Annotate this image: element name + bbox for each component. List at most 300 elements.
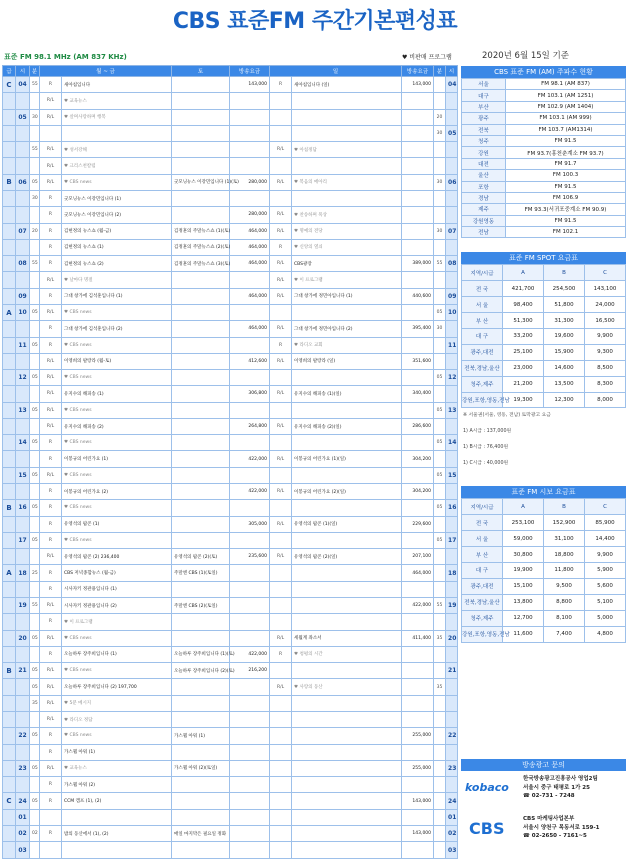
section-cell xyxy=(3,402,16,418)
station-row xyxy=(462,215,626,226)
header-minute: 분 xyxy=(30,66,40,77)
minute-cell-2 xyxy=(434,418,446,434)
weekday-program: 굿모닝뉴스 이강민입니다 (2) xyxy=(62,207,172,223)
weekday-program: ♥ CBS news xyxy=(62,728,172,744)
minute-cell-2: 30 xyxy=(434,321,446,337)
saturday-program xyxy=(172,793,230,809)
station-row xyxy=(462,170,626,181)
minute-cell xyxy=(30,581,40,597)
weekday-price: 235,600 xyxy=(230,549,270,565)
weekday-price: 216,200 xyxy=(230,663,270,679)
schedule-row xyxy=(3,288,458,304)
sunday-program: ♥ 찬송하며 묵상 xyxy=(292,207,402,223)
station-row xyxy=(462,90,626,101)
station-frequency: FM 100.3 xyxy=(506,170,626,181)
sunday-program: ♥ 복음의 메아리 xyxy=(292,174,402,190)
sunday-code xyxy=(270,777,292,793)
section-cell xyxy=(3,614,16,630)
sunday-program xyxy=(292,500,402,516)
sunday-program xyxy=(292,158,402,174)
header-sunday: 일 xyxy=(270,66,402,77)
hour-cell-2 xyxy=(446,418,458,434)
weekday-program: ♥ CBS news xyxy=(62,500,172,516)
time-signal-table xyxy=(461,498,626,642)
stations-title: CBS 표준 FM (AM) 주파수 현황 xyxy=(461,66,626,78)
sunday-program: ♥ 신앙의 열쇠 xyxy=(292,239,402,255)
sunday-price xyxy=(402,304,434,320)
sunday-code xyxy=(270,711,292,727)
schedule-row xyxy=(3,256,458,272)
time-signal-price: 5,000 xyxy=(585,610,626,626)
schedule-row xyxy=(3,663,458,679)
sunday-price xyxy=(402,581,434,597)
hour-cell-2 xyxy=(446,484,458,500)
sunday-price xyxy=(402,402,434,418)
minute-cell-2 xyxy=(434,386,446,402)
saturday-program xyxy=(172,402,230,418)
hour-cell-2 xyxy=(446,777,458,793)
contact-title: 방송광고 문의 xyxy=(461,759,626,771)
minute-cell xyxy=(30,353,40,369)
hour-cell-2: 05 xyxy=(446,125,458,141)
sunday-code xyxy=(270,744,292,760)
spot-note: ※ 서울권(서울, 영동, 전남) 토막광고 요금 xyxy=(463,413,551,419)
hour-cell-2: 16 xyxy=(446,500,458,516)
weekday-program: 오늘하루 장주희입니다 (1) xyxy=(62,646,172,662)
schedule-row xyxy=(3,321,458,337)
station-row xyxy=(462,181,626,192)
saturday-program xyxy=(172,516,230,532)
hour-cell xyxy=(16,142,30,158)
weekday-price: 422,000 xyxy=(230,646,270,662)
hour-cell xyxy=(16,190,30,206)
weekday-program: 새아침입니다 xyxy=(62,77,172,93)
sunday-program: 새아침입니다 (일) xyxy=(292,77,402,93)
weekday-price xyxy=(230,142,270,158)
sunday-program: 유영석의 팝콘 (2)(일) xyxy=(292,549,402,565)
sunday-price xyxy=(402,695,434,711)
weekday-code: R/L xyxy=(40,760,62,776)
hour-cell: 03 xyxy=(16,842,30,859)
sunday-price xyxy=(402,125,434,141)
weekday-price xyxy=(230,728,270,744)
sunday-code: R/L xyxy=(270,353,292,369)
minute-cell-2 xyxy=(434,353,446,369)
schedule-header xyxy=(3,66,458,77)
weekday-price xyxy=(230,598,270,614)
spot-region: 부 산 xyxy=(462,313,503,329)
sunday-code: R/L xyxy=(270,174,292,190)
hour-cell-2: 12 xyxy=(446,370,458,386)
sunday-code: R/L xyxy=(270,223,292,239)
saturday-program xyxy=(172,158,230,174)
saturday-program xyxy=(172,321,230,337)
station-region: 대전 xyxy=(462,158,506,169)
minute-cell: 05 xyxy=(30,174,40,190)
hour-cell: 18 xyxy=(16,565,30,581)
sunday-code xyxy=(270,370,292,386)
spot-header-cell: B xyxy=(544,265,585,281)
section-cell xyxy=(3,125,16,141)
section-cell: B xyxy=(3,500,16,516)
minute-cell-2 xyxy=(434,93,446,109)
weekday-code: R/L xyxy=(40,93,62,109)
weekday-price: 464,000 xyxy=(230,223,270,239)
section-cell xyxy=(3,288,16,304)
saturday-program xyxy=(172,484,230,500)
station-region: 전북 xyxy=(462,124,506,135)
saturday-program: 주말엔 CBS (2)(토일) xyxy=(172,598,230,614)
saturday-program xyxy=(172,77,230,93)
schedule-row xyxy=(3,500,458,516)
cbs-logo: CBS xyxy=(469,819,505,838)
weekday-program: ♥ 교육뉴스 xyxy=(62,760,172,776)
minute-cell xyxy=(30,418,40,434)
hour-cell-2 xyxy=(446,581,458,597)
minute-cell-2 xyxy=(434,744,446,760)
hour-cell-2 xyxy=(446,142,458,158)
contact-line: 서울시 양천구 목동서로 159-1 xyxy=(523,824,600,831)
section-cell xyxy=(3,695,16,711)
hour-cell-2: 06 xyxy=(446,174,458,190)
minute-cell-2 xyxy=(434,142,446,158)
schedule-row xyxy=(3,386,458,402)
hour-cell: 17 xyxy=(16,532,30,548)
weekday-price: 306,800 xyxy=(230,386,270,402)
weekday-price xyxy=(230,190,270,206)
sunday-program xyxy=(292,760,402,776)
spot-header-row xyxy=(462,265,626,281)
sunday-program xyxy=(292,711,402,727)
sunday-code xyxy=(270,581,292,597)
minute-cell-2 xyxy=(434,565,446,581)
hour-cell: 04 xyxy=(16,77,30,93)
time-signal-region: 광주,대전 xyxy=(462,578,503,594)
minute-cell: 35 xyxy=(30,695,40,711)
weekday-program: 시사자키 정관용입니다 (2) xyxy=(62,598,172,614)
section-cell xyxy=(3,467,16,483)
sunday-code: R/L xyxy=(270,679,292,695)
minute-cell: 25 xyxy=(30,565,40,581)
schedule-row xyxy=(3,842,458,859)
schedule-row xyxy=(3,728,458,744)
weekday-program: 가스웰 아워 (2) xyxy=(62,777,172,793)
weekday-price: 464,000 xyxy=(230,239,270,255)
sunday-price: 255,000 xyxy=(402,728,434,744)
weekday-code: R xyxy=(40,532,62,548)
time-signal-price: 12,700 xyxy=(503,610,544,626)
minute-cell-2 xyxy=(434,158,446,174)
minute-cell-2 xyxy=(434,825,446,841)
saturday-program: 김정훈의 주말뉴스쇼 (3)(토) xyxy=(172,256,230,272)
section-cell xyxy=(3,760,16,776)
weekday-program: ♥ CBS news xyxy=(62,663,172,679)
hour-cell: 10 xyxy=(16,304,30,320)
weekday-code: R xyxy=(40,744,62,760)
sunday-program: ♥ 명예의 전당 xyxy=(292,223,402,239)
hour-cell-2 xyxy=(446,93,458,109)
minute-cell-2 xyxy=(434,760,446,776)
sunday-code xyxy=(270,809,292,825)
hour-cell xyxy=(16,272,30,288)
hour-cell-2 xyxy=(446,451,458,467)
sunday-code xyxy=(270,793,292,809)
weekday-code: R/L xyxy=(40,418,62,434)
hour-cell-2 xyxy=(446,695,458,711)
minute-cell xyxy=(30,842,40,859)
minute-cell-2 xyxy=(434,581,446,597)
sunday-code: R/L xyxy=(270,321,292,337)
spot-price: 51,300 xyxy=(503,313,544,329)
hour-cell-2: 14 xyxy=(446,435,458,451)
minute-cell-2 xyxy=(434,516,446,532)
weekday-price xyxy=(230,825,270,841)
time-signal-price: 253,100 xyxy=(503,515,544,531)
station-frequency: FM 93.7(홍천춘계소 FM 93.7) xyxy=(506,147,626,158)
weekday-price xyxy=(230,744,270,760)
sunday-price: 464,000 xyxy=(402,565,434,581)
weekday-price: 143,000 xyxy=(230,77,270,93)
spot-price: 14,600 xyxy=(544,360,585,376)
time-signal-price: 15,100 xyxy=(503,578,544,594)
hour-cell xyxy=(16,646,30,662)
sunday-program: ♥ 사랑의 동산 xyxy=(292,679,402,695)
minute-cell-2 xyxy=(434,207,446,223)
station-region: 부산 xyxy=(462,101,506,112)
minute-cell: 05 xyxy=(30,304,40,320)
spot-price: 21,200 xyxy=(503,376,544,392)
weekday-price: 412,600 xyxy=(230,353,270,369)
sunday-program xyxy=(292,744,402,760)
hour-cell: 01 xyxy=(16,809,30,825)
spot-region: 대 구 xyxy=(462,329,503,345)
sunday-price: 286,600 xyxy=(402,418,434,434)
hour-cell xyxy=(16,679,30,695)
sunday-code xyxy=(270,109,292,125)
schedule-row xyxy=(3,77,458,93)
saturday-program xyxy=(172,744,230,760)
sunday-program xyxy=(292,190,402,206)
weekday-program: ♥ 이 프로그램 xyxy=(62,614,172,630)
hour-cell-2 xyxy=(446,239,458,255)
time-signal-region: 대 구 xyxy=(462,563,503,579)
hour-cell xyxy=(16,695,30,711)
sunday-program xyxy=(292,125,402,141)
schedule-row xyxy=(3,532,458,548)
hour-cell xyxy=(16,777,30,793)
minute-cell xyxy=(30,207,40,223)
hour-cell-2: 04 xyxy=(446,77,458,93)
spot-price: 8,500 xyxy=(585,360,626,376)
hour-cell: 23 xyxy=(16,760,30,776)
weekday-price xyxy=(230,109,270,125)
hour-cell-2 xyxy=(446,744,458,760)
time-signal-region: 강원,포항,영동,전남 xyxy=(462,626,503,642)
time-signal-price: 11,600 xyxy=(503,626,544,642)
sunday-price: 207,100 xyxy=(402,549,434,565)
spot-row xyxy=(462,329,626,345)
sunday-code: R/L xyxy=(270,256,292,272)
section-cell xyxy=(3,484,16,500)
time-signal-price: 5,600 xyxy=(585,578,626,594)
minute-cell: 05 xyxy=(30,500,40,516)
weekday-code: R xyxy=(40,614,62,630)
minute-cell: 55 xyxy=(30,598,40,614)
weekday-code: R xyxy=(40,793,62,809)
schedule-row xyxy=(3,516,458,532)
spot-header-cell: 지역/시급 xyxy=(462,265,503,281)
contact-row xyxy=(461,811,626,851)
saturday-program: 오늘하루 장주희입니다 (2)(토) xyxy=(172,663,230,679)
time-signal-title: 표준 FM 시보 요금표 xyxy=(461,486,626,498)
header-weekday: 월 ~ 금 xyxy=(40,66,172,77)
weekday-code: R xyxy=(40,190,62,206)
sunday-code: R xyxy=(270,77,292,93)
time-signal-price: 8,100 xyxy=(544,610,585,626)
spot-region: 광주,대전 xyxy=(462,344,503,360)
minute-cell xyxy=(30,125,40,141)
contact-panel xyxy=(461,759,626,851)
saturday-program xyxy=(172,93,230,109)
time-signal-region: 청주,제주 xyxy=(462,610,503,626)
minute-cell: 05 xyxy=(30,370,40,386)
sunday-code: R/L xyxy=(270,418,292,434)
hour-cell-2: 20 xyxy=(446,630,458,646)
schedule-row xyxy=(3,93,458,109)
spot-note: 1) C시급 : 40,000원 xyxy=(463,461,509,467)
time-signal-price: 13,800 xyxy=(503,594,544,610)
hour-cell-2: 23 xyxy=(446,760,458,776)
sunday-code xyxy=(270,93,292,109)
minute-cell-2 xyxy=(434,77,446,93)
weekday-code: R xyxy=(40,321,62,337)
section-cell xyxy=(3,728,16,744)
sunday-code xyxy=(270,402,292,418)
minute-cell xyxy=(30,809,40,825)
hour-cell xyxy=(16,516,30,532)
hour-cell-2 xyxy=(446,711,458,727)
station-frequency: FM 102.9 (AM 1404) xyxy=(506,101,626,112)
minute-cell: 05 xyxy=(30,679,40,695)
minute-cell-2: 30 xyxy=(434,125,446,141)
sunday-program: 그대 창가에 정민아입니다 (2) xyxy=(292,321,402,337)
weekday-price: 464,000 xyxy=(230,256,270,272)
time-signal-region: 전 국 xyxy=(462,515,503,531)
station-frequency: FM 91.5 xyxy=(506,215,626,226)
minute-cell: 55 xyxy=(30,77,40,93)
minute-cell-2 xyxy=(434,728,446,744)
weekday-code: R xyxy=(40,256,62,272)
time-signal-header-cell: A xyxy=(503,499,544,515)
minute-cell: 55 xyxy=(30,142,40,158)
hour-cell xyxy=(16,484,30,500)
weekday-program: ♥ CBS news xyxy=(62,370,172,386)
sunday-price: 440,600 xyxy=(402,288,434,304)
minute-cell-2 xyxy=(434,288,446,304)
station-region: 제주 xyxy=(462,204,506,215)
sunday-price xyxy=(402,174,434,190)
sunday-code xyxy=(270,663,292,679)
hour-cell xyxy=(16,239,30,255)
spot-price: 23,000 xyxy=(503,360,544,376)
hour-cell xyxy=(16,207,30,223)
sunday-program xyxy=(292,777,402,793)
schedule-row xyxy=(3,272,458,288)
sunday-price xyxy=(402,158,434,174)
header-minute-2: 분 xyxy=(434,66,446,77)
section-cell xyxy=(3,532,16,548)
minute-cell xyxy=(30,239,40,255)
contact-row xyxy=(461,771,626,811)
sunday-program: 유지수의 해피송 (2)(일) xyxy=(292,418,402,434)
hour-cell: 11 xyxy=(16,337,30,353)
weekday-program: ♥ 5분 메시지 xyxy=(62,695,172,711)
minute-cell-2: 30 xyxy=(434,174,446,190)
hour-cell xyxy=(16,321,30,337)
schedule-row xyxy=(3,467,458,483)
saturday-program xyxy=(172,353,230,369)
weekday-code: R/L xyxy=(40,679,62,695)
sunday-price: 229,600 xyxy=(402,516,434,532)
hour-cell: 14 xyxy=(16,435,30,451)
section-cell xyxy=(3,451,16,467)
weekday-price: 422,000 xyxy=(230,484,270,500)
section-cell xyxy=(3,353,16,369)
schedule-row xyxy=(3,711,458,727)
time-signal-row xyxy=(462,563,626,579)
weekday-price xyxy=(230,809,270,825)
contact-line: ☎ 02-2650 - 7161~5 xyxy=(523,833,587,839)
saturday-program xyxy=(172,581,230,597)
spot-row xyxy=(462,344,626,360)
minute-cell: 30 xyxy=(30,190,40,206)
contact-lines xyxy=(523,775,598,801)
saturday-program xyxy=(172,207,230,223)
weekday-code: R xyxy=(40,581,62,597)
header-price: 방송요금 xyxy=(230,66,270,77)
time-signal-row xyxy=(462,626,626,642)
weekday-code: R xyxy=(40,337,62,353)
weekday-program: ♥ CBS news xyxy=(62,532,172,548)
saturday-program xyxy=(172,386,230,402)
section-cell xyxy=(3,370,16,386)
time-signal-price: 9,500 xyxy=(544,578,585,594)
minute-cell-2 xyxy=(434,695,446,711)
sunday-program: CBS광장 xyxy=(292,256,402,272)
sunday-code xyxy=(270,825,292,841)
schedule-row xyxy=(3,744,458,760)
station-row xyxy=(462,227,626,238)
station-row xyxy=(462,124,626,135)
weekday-program: ♥ 라디오 정담 xyxy=(62,711,172,727)
time-signal-row xyxy=(462,610,626,626)
spot-price: 16,500 xyxy=(585,313,626,329)
hour-cell-2: 15 xyxy=(446,467,458,483)
hour-cell xyxy=(16,744,30,760)
schedule-row xyxy=(3,402,458,418)
schedule-row xyxy=(3,760,458,776)
schedule-row xyxy=(3,337,458,353)
hour-cell-2 xyxy=(446,549,458,565)
schedule-row xyxy=(3,614,458,630)
hour-cell-2 xyxy=(446,109,458,125)
minute-cell-2 xyxy=(434,484,446,500)
sunday-price xyxy=(402,370,434,386)
section-cell: B xyxy=(3,663,16,679)
station-frequency: FM 91.5 xyxy=(506,181,626,192)
minute-cell-2 xyxy=(434,614,446,630)
schedule-row xyxy=(3,793,458,809)
